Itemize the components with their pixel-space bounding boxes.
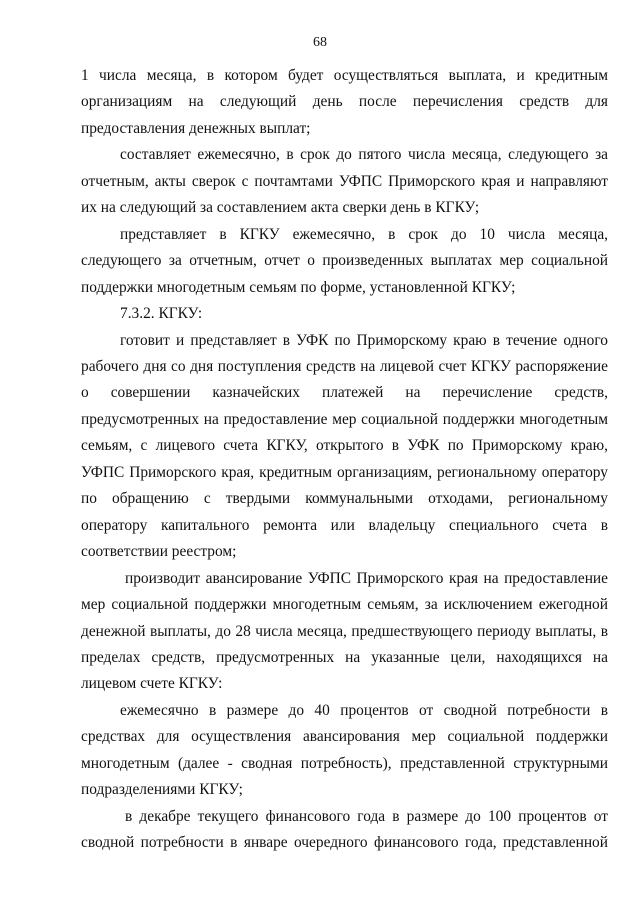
paragraph-3: представляет в КГКУ ежемесячно, в срок до 10 числа месяца, следующего за отчетным, отчет о произведенных выплатах мер социальной поддержки многодетным семьям по форме, установленной КГКУ;: [81, 225, 608, 296]
paragraph-6: ежемесячно в размере до 40 процентов от сводной потребности в средствах для осуществления авансирования мер социальной поддержки многодетным (далее - сводная потребность), представленной структурными подразделениями КГКУ;: [81, 701, 608, 799]
paragraph-1: 1 числа месяца, в котором будет осуществляться выплата, и кредитным организациям на следующий день после перечисления средств для предоставления денежных выплат;: [81, 67, 608, 137]
page-number: 68: [313, 35, 327, 50]
paragraph-7: в декабре текущего финансового года в размере до 100 процентов от сводной потребности в январе очередного финансового года, представленной: [81, 807, 608, 852]
paragraph-5: производит авансирование УФПС Приморского края на предоставление мер социальной поддержки многодетным семьям, за исключением ежегодной денежной выплаты, до 28 числа месяца, предшествующего периоду выплаты, в пределах средств, предусмотренных на указанные цели, находящихся на лицевом счете КГКУ:: [81, 569, 608, 693]
section-heading: 7.3.2. КГКУ:: [120, 305, 203, 323]
document-body: [81, 63, 608, 857]
paragraph-2: составляет ежемесячно, в срок до пятого числа месяца, следующего за отчетным, акты сверок с почтамтами УФПС Приморского края и направляют их на следующий за составлением акта сверки день в КГКУ;: [81, 146, 608, 217]
paragraph-4: готовит и представляет в УФК по Приморскому краю в течение одного рабочего дня со дня поступления средств на лицевой счет КГКУ распоряжение о совершении казначейских платежей на перечисление средств, предусмотренных на предоставление мер социальной поддержки многодетным семьям, с лицевого счета КГКУ, открытого в УФК по Приморскому краю, УФПС Приморского края, кредитным организациям, региональному оператору по обращению с твердыми коммунальными отходами, региональному оператору капитального ремонта или владельцу специального счета в соответствии реестром;: [81, 331, 608, 561]
